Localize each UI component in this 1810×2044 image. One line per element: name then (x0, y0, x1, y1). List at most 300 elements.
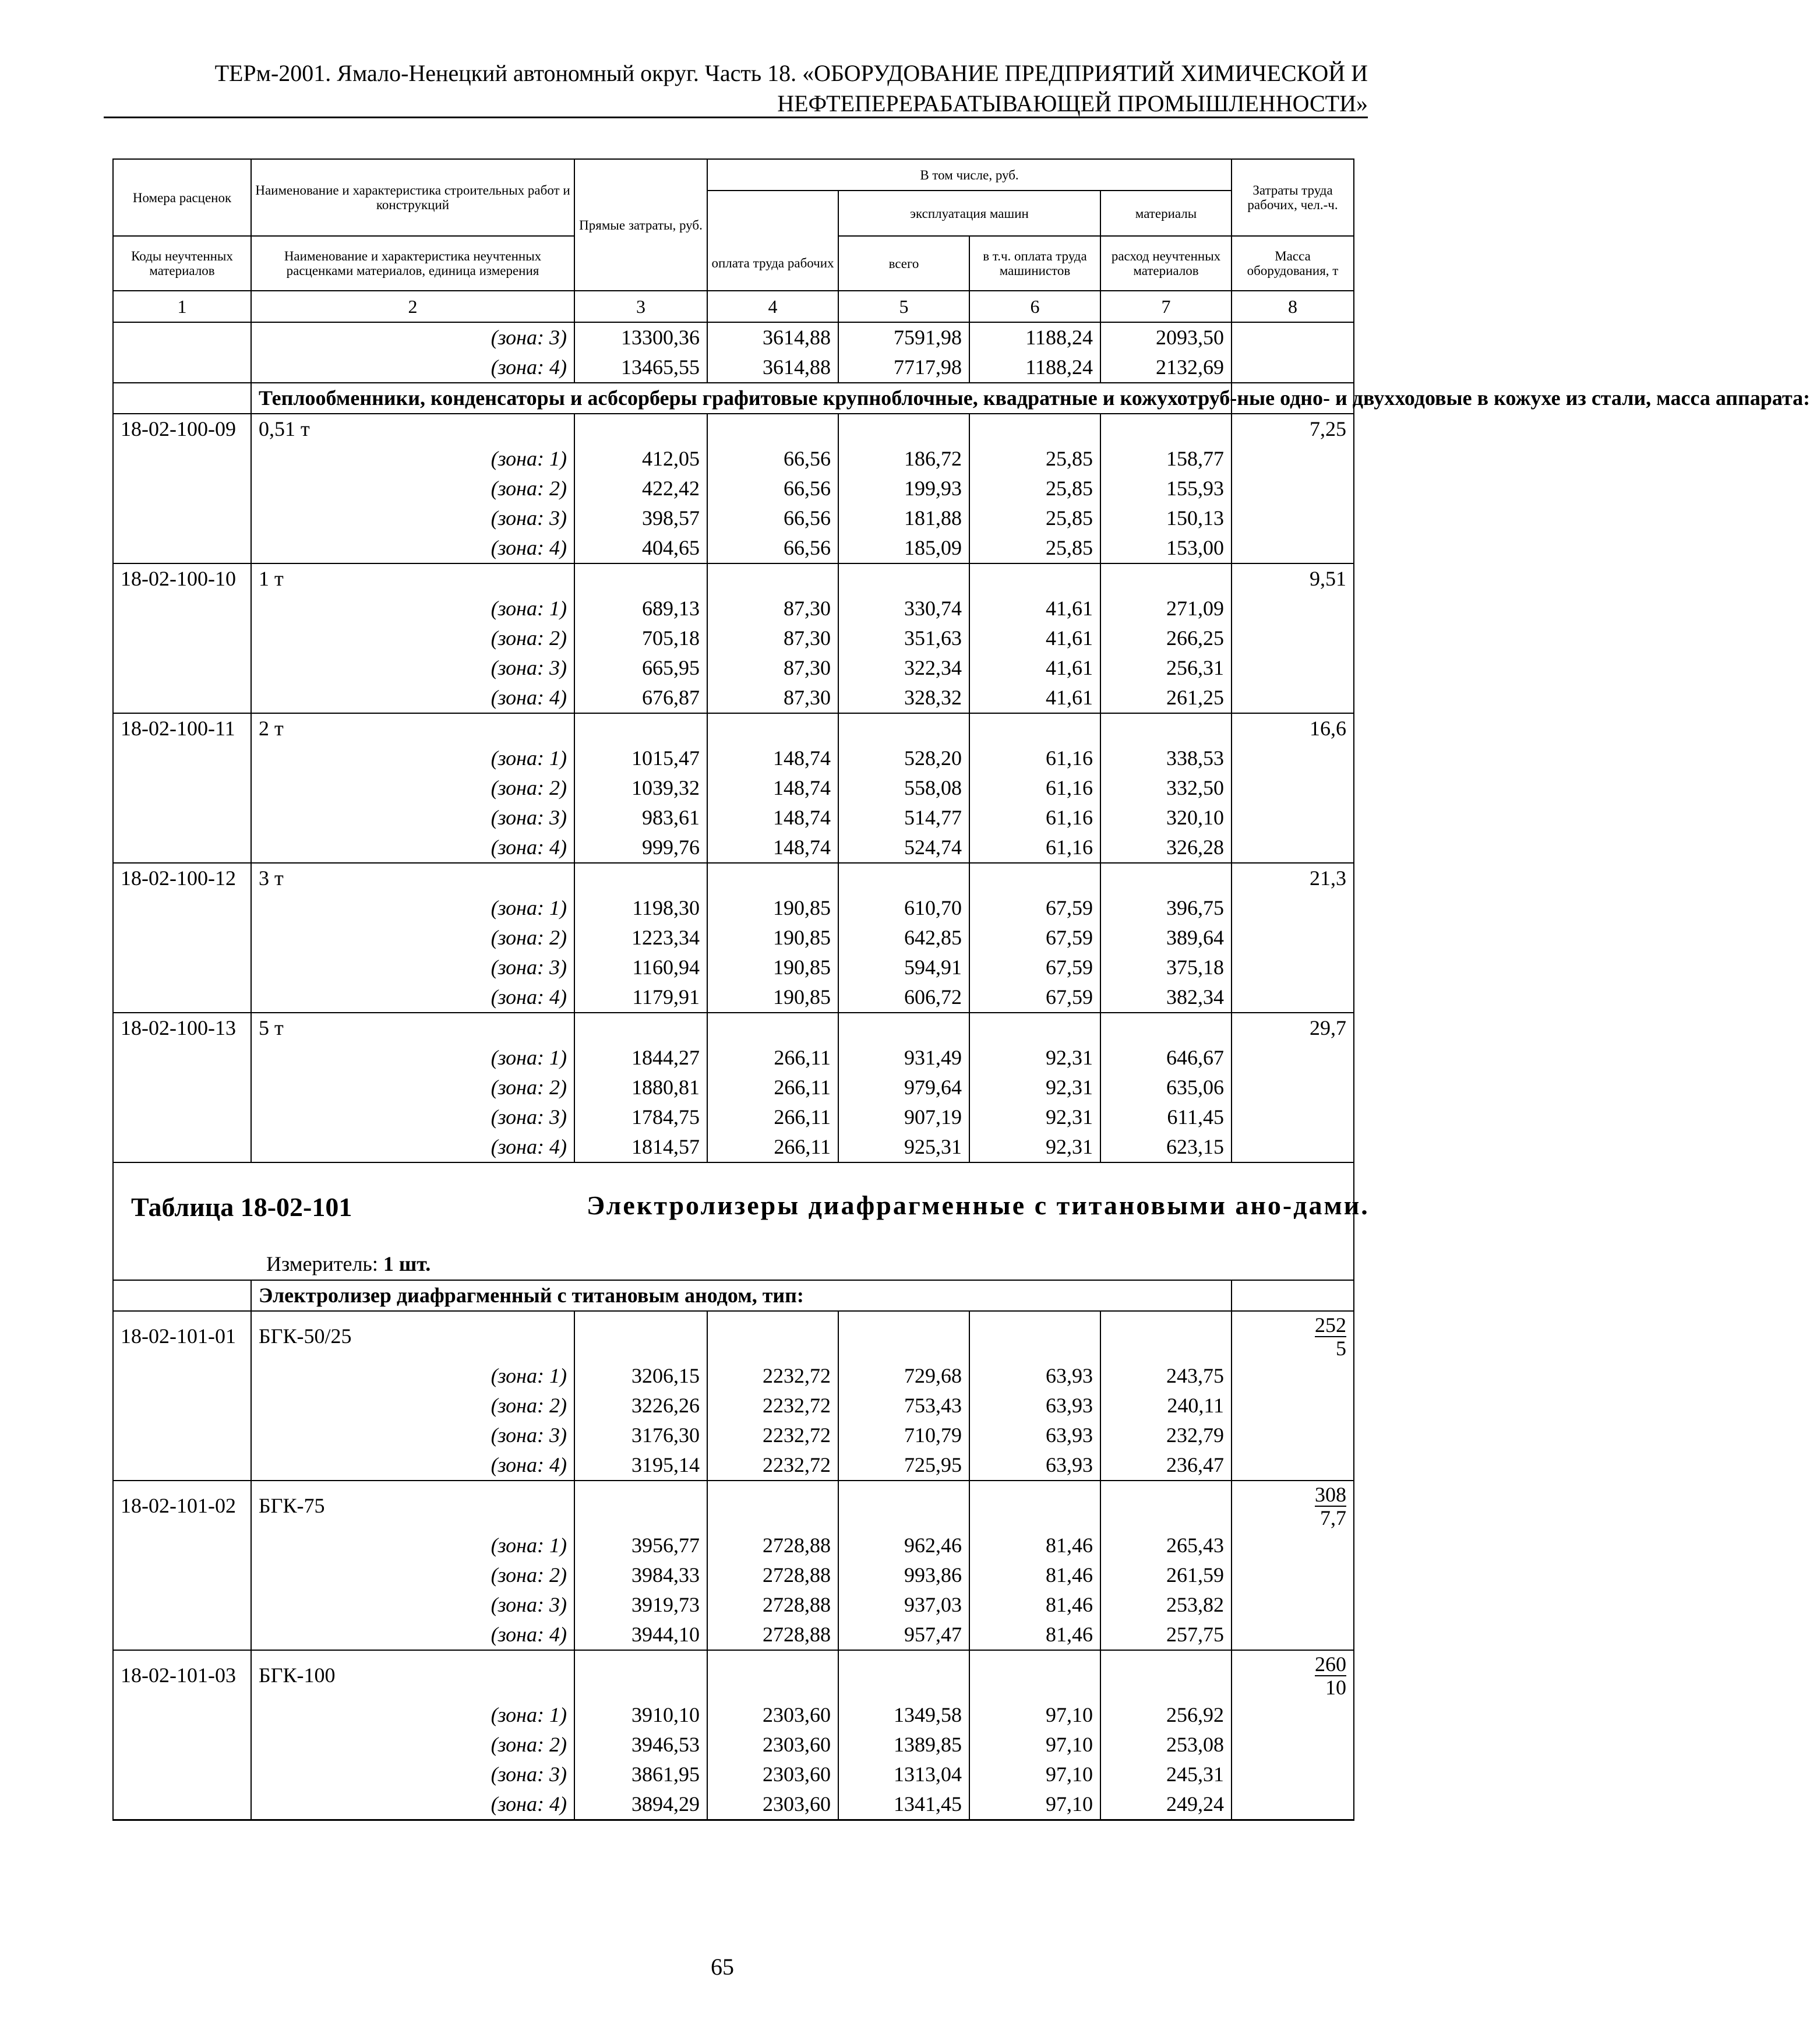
value-cell: 937,03 (838, 1590, 969, 1620)
measure (266, 1249, 431, 1279)
value-cell: 665,95 (574, 653, 707, 683)
value-cell: 705,18 (574, 623, 707, 653)
value-cell: 2303,60 (707, 1730, 838, 1760)
fraction (1315, 1653, 1346, 1698)
labor-cell (1232, 683, 1354, 713)
code-cell (113, 1700, 251, 1730)
zone-label: (зона: 1) (251, 1043, 574, 1073)
value-cell: 253,08 (1100, 1730, 1232, 1760)
value-cell: 97,10 (969, 1789, 1100, 1820)
zone-row (113, 1073, 1354, 1102)
labor-cell (1232, 1620, 1354, 1650)
value-cell: 3206,15 (574, 1361, 707, 1391)
section-code-cell (113, 1280, 251, 1311)
code-cell (113, 1590, 251, 1620)
empty-cell (969, 1013, 1100, 1043)
zone-label: (зона: 3) (251, 803, 574, 833)
labor-cell (1232, 533, 1354, 563)
value-cell: 2093,50 (1100, 322, 1232, 353)
item-code: 18-02-100-09 (113, 414, 251, 444)
zone-row (113, 1043, 1354, 1073)
value-cell: 245,31 (1100, 1760, 1232, 1789)
value-cell: 3861,95 (574, 1760, 707, 1789)
labor-cell (1232, 594, 1354, 623)
value-cell: 81,46 (969, 1590, 1100, 1620)
code-cell (113, 1450, 251, 1481)
value-cell: 253,82 (1100, 1590, 1232, 1620)
code-cell (113, 474, 251, 503)
value-cell: 61,16 (969, 803, 1100, 833)
zone-label: (зона: 1) (251, 1700, 574, 1730)
item-name: 5 т (251, 1013, 574, 1043)
value-cell: 266,11 (707, 1132, 838, 1162)
value-cell: 2303,60 (707, 1700, 838, 1730)
code-cell (113, 1620, 251, 1650)
value-cell: 3944,10 (574, 1620, 707, 1650)
value-cell: 326,28 (1100, 833, 1232, 863)
value-cell: 710,79 (838, 1421, 969, 1450)
empty-cell (838, 713, 969, 743)
value-cell: 1015,47 (574, 743, 707, 773)
labor-cell (1232, 1760, 1354, 1789)
value-cell: 1844,27 (574, 1043, 707, 1073)
measure-value: 1 шт. (383, 1252, 431, 1275)
value-cell: 266,25 (1100, 623, 1232, 653)
value-cell: 396,75 (1100, 893, 1232, 923)
code-cell (113, 1391, 251, 1421)
col-num-8: 8 (1232, 291, 1354, 322)
zone-row (113, 1421, 1354, 1450)
item-row (113, 1481, 1354, 1531)
zone-label: (зона: 4) (251, 533, 574, 563)
labor-cell (1232, 923, 1354, 953)
value-cell: 2728,88 (707, 1620, 838, 1650)
item-code: 18-02-101-03 (113, 1650, 251, 1700)
value-cell: 61,16 (969, 773, 1100, 803)
value-cell: 3919,73 (574, 1590, 707, 1620)
value-cell: 2132,69 (1100, 353, 1232, 383)
code-cell (113, 1073, 251, 1102)
table-number: Таблица 18-02-101 (131, 1192, 352, 1222)
zone-label: (зона: 2) (251, 623, 574, 653)
value-cell: 979,64 (838, 1073, 969, 1102)
value-cell: 606,72 (838, 982, 969, 1013)
value-cell: 957,47 (838, 1620, 969, 1650)
col-num-3: 3 (574, 291, 707, 322)
table-heading-row (113, 1162, 1354, 1280)
code-cell (113, 1132, 251, 1162)
value-cell: 689,13 (574, 594, 707, 623)
labor-cell (1232, 1560, 1354, 1590)
zone-label: (зона: 4) (251, 982, 574, 1013)
item-name: 3 т (251, 863, 574, 893)
zone-row (113, 1450, 1354, 1481)
value-cell: 2232,72 (707, 1391, 838, 1421)
labor-cell (1232, 833, 1354, 863)
value-cell: 2303,60 (707, 1760, 838, 1789)
code-cell (113, 653, 251, 683)
labor-value: 21,3 (1232, 863, 1354, 893)
value-cell: 150,13 (1100, 503, 1232, 533)
labor-cell (1232, 623, 1354, 653)
empty-cell (574, 863, 707, 893)
empty-cell (1100, 1481, 1232, 1531)
empty-cell (707, 1481, 838, 1531)
value-cell: 66,56 (707, 533, 838, 563)
value-cell: 931,49 (838, 1043, 969, 1073)
value-cell: 2232,72 (707, 1421, 838, 1450)
code-cell (113, 353, 251, 383)
head-wages-top (707, 191, 838, 236)
section-row (113, 383, 1354, 414)
zone-label: (зона: 3) (251, 1760, 574, 1789)
zone-row (113, 1590, 1354, 1620)
value-cell: 190,85 (707, 953, 838, 982)
value-cell: 61,16 (969, 833, 1100, 863)
value-cell: 66,56 (707, 474, 838, 503)
empty-cell (574, 1481, 707, 1531)
zone-label: (зона: 1) (251, 1531, 574, 1560)
labor-cell (1232, 322, 1354, 353)
value-cell: 3195,14 (574, 1450, 707, 1481)
labor-mass-fraction (1232, 1311, 1354, 1361)
value-cell: 257,75 (1100, 1620, 1232, 1650)
value-cell: 1198,30 (574, 893, 707, 923)
labor-cell (1232, 1700, 1354, 1730)
value-cell: 646,67 (1100, 1043, 1232, 1073)
labor-cell (1232, 1043, 1354, 1073)
labor-cell (1232, 444, 1354, 474)
empty-cell (838, 1481, 969, 1531)
zone-label: (зона: 3) (251, 322, 574, 353)
zone-label: (зона: 3) (251, 653, 574, 683)
value-cell: 3614,88 (707, 353, 838, 383)
value-cell: 67,59 (969, 923, 1100, 953)
value-cell: 330,74 (838, 594, 969, 623)
zone-row (113, 833, 1354, 863)
item-name: 1 т (251, 563, 574, 594)
zone-label: (зона: 3) (251, 1421, 574, 1450)
value-cell: 249,24 (1100, 1789, 1232, 1820)
price-table (112, 158, 1810, 1821)
zone-row (113, 353, 1354, 383)
zone-label: (зона: 1) (251, 743, 574, 773)
value-cell: 1341,45 (838, 1789, 969, 1820)
empty-cell (707, 863, 838, 893)
item-row (113, 563, 1354, 594)
zone-row (113, 1760, 1354, 1789)
value-cell: 261,59 (1100, 1560, 1232, 1590)
value-cell: 87,30 (707, 594, 838, 623)
empty-cell (707, 1650, 838, 1700)
value-cell: 422,42 (574, 474, 707, 503)
item-row (113, 863, 1354, 893)
value-cell: 199,93 (838, 474, 969, 503)
zone-row (113, 474, 1354, 503)
head-mass: Масса оборудования, т (1232, 236, 1354, 291)
empty-cell (574, 1013, 707, 1043)
zone-label: (зона: 1) (251, 594, 574, 623)
labor-value: 29,7 (1232, 1013, 1354, 1043)
head-in-total: В том числе, руб. (707, 159, 1232, 191)
zone-row (113, 1361, 1354, 1391)
empty-cell (707, 713, 838, 743)
value-cell: 158,77 (1100, 444, 1232, 474)
empty-cell (707, 563, 838, 594)
value-cell: 7591,98 (838, 322, 969, 353)
code-cell (113, 503, 251, 533)
value-cell: 1179,91 (574, 982, 707, 1013)
zone-row (113, 1730, 1354, 1760)
value-cell: 240,11 (1100, 1391, 1232, 1421)
empty-cell (1100, 863, 1232, 893)
value-cell: 3226,26 (574, 1391, 707, 1421)
zone-row (113, 773, 1354, 803)
zone-row (113, 1132, 1354, 1162)
zone-row (113, 653, 1354, 683)
head-codes-mat: Коды неучтенных материалов (113, 236, 251, 291)
value-cell: 398,57 (574, 503, 707, 533)
value-cell: 66,56 (707, 444, 838, 474)
code-cell (113, 322, 251, 353)
zone-row (113, 893, 1354, 923)
value-cell: 676,87 (574, 683, 707, 713)
empty-cell (574, 414, 707, 444)
value-cell: 1160,94 (574, 953, 707, 982)
value-cell: 2232,72 (707, 1361, 838, 1391)
table-title: Электролизеры диафрагменные с титановыми ано-дами. (587, 1190, 1370, 1220)
zone-label: (зона: 4) (251, 833, 574, 863)
code-cell (113, 893, 251, 923)
zone-row (113, 953, 1354, 982)
zone-label: (зона: 4) (251, 353, 574, 383)
value-cell: 7717,98 (838, 353, 969, 383)
value-cell: 382,34 (1100, 982, 1232, 1013)
value-cell: 87,30 (707, 653, 838, 683)
labor-cell (1232, 893, 1354, 923)
zone-label: (зона: 3) (251, 953, 574, 982)
labor-cell (1232, 1132, 1354, 1162)
value-cell: 2303,60 (707, 1789, 838, 1820)
zone-label: (зона: 3) (251, 1590, 574, 1620)
labor-cell (1232, 1450, 1354, 1481)
value-cell: 63,93 (969, 1391, 1100, 1421)
value-cell: 1814,57 (574, 1132, 707, 1162)
empty-cell (969, 1311, 1100, 1361)
value-cell: 3176,30 (574, 1421, 707, 1450)
code-cell (113, 623, 251, 653)
code-cell (113, 1760, 251, 1789)
zone-row (113, 1700, 1354, 1730)
value-cell: 25,85 (969, 444, 1100, 474)
col-num-7: 7 (1100, 291, 1232, 322)
code-cell (113, 1789, 251, 1820)
item-code: 18-02-100-11 (113, 713, 251, 743)
item-row (113, 414, 1354, 444)
empty-cell (707, 1311, 838, 1361)
value-cell: 2728,88 (707, 1531, 838, 1560)
code-cell (113, 594, 251, 623)
table-heading (121, 1163, 1370, 1280)
value-cell: 61,16 (969, 743, 1100, 773)
empty-cell (969, 563, 1100, 594)
fraction (1315, 1483, 1346, 1529)
zone-label: (зона: 2) (251, 1391, 574, 1421)
empty-cell (969, 713, 1100, 743)
value-cell: 148,74 (707, 773, 838, 803)
head-machines: эксплуатация машин (838, 191, 1100, 236)
item-code: 18-02-101-02 (113, 1481, 251, 1531)
labor-cell (1232, 653, 1354, 683)
value-cell: 3946,53 (574, 1730, 707, 1760)
value-cell: 87,30 (707, 623, 838, 653)
item-code: 18-02-100-12 (113, 863, 251, 893)
empty-cell (838, 563, 969, 594)
code-cell (113, 444, 251, 474)
value-cell: 351,63 (838, 623, 969, 653)
labor-value: 16,6 (1232, 713, 1354, 743)
value-cell: 999,76 (574, 833, 707, 863)
code-cell (113, 923, 251, 953)
value-cell: 266,11 (707, 1043, 838, 1073)
labor-cell (1232, 773, 1354, 803)
empty-cell (1100, 1013, 1232, 1043)
zone-row (113, 1391, 1354, 1421)
zone-row (113, 683, 1354, 713)
labor-value: 7,25 (1232, 414, 1354, 444)
empty-cell (707, 1013, 838, 1043)
value-cell: 1389,85 (838, 1730, 969, 1760)
value-cell: 155,93 (1100, 474, 1232, 503)
value-cell: 925,31 (838, 1132, 969, 1162)
zone-row (113, 623, 1354, 653)
value-cell: 81,46 (969, 1560, 1100, 1590)
zone-label: (зона: 4) (251, 1132, 574, 1162)
code-cell (113, 533, 251, 563)
value-cell: 67,59 (969, 982, 1100, 1013)
code-cell (113, 1043, 251, 1073)
section-row (113, 1280, 1354, 1311)
section-title: Электролизер диафрагменный с титановым анодом, тип: (251, 1280, 1232, 1311)
zone-label: (зона: 4) (251, 1450, 574, 1481)
value-cell: 148,74 (707, 743, 838, 773)
zone-label: (зона: 1) (251, 893, 574, 923)
zone-row (113, 1531, 1354, 1560)
value-cell: 635,06 (1100, 1073, 1232, 1102)
fraction (1315, 1314, 1346, 1359)
value-cell: 1188,24 (969, 322, 1100, 353)
value-cell: 1188,24 (969, 353, 1100, 383)
empty-cell (1100, 414, 1232, 444)
value-cell: 25,85 (969, 474, 1100, 503)
value-cell: 610,70 (838, 893, 969, 923)
head-labor: Затраты труда рабочих, чел.-ч. (1232, 159, 1354, 236)
value-cell: 97,10 (969, 1700, 1100, 1730)
zone-label: (зона: 2) (251, 923, 574, 953)
value-cell: 153,00 (1100, 533, 1232, 563)
value-cell: 92,31 (969, 1043, 1100, 1073)
value-cell: 92,31 (969, 1132, 1100, 1162)
value-cell: 266,11 (707, 1102, 838, 1132)
zone-row (113, 444, 1354, 474)
item-name: БГК-100 (251, 1650, 574, 1700)
value-cell: 412,05 (574, 444, 707, 474)
empty-cell (838, 414, 969, 444)
labor-cell (1232, 1730, 1354, 1760)
labor-cell (1232, 1073, 1354, 1102)
head-code: Номера расценок (113, 159, 251, 236)
zone-row (113, 533, 1354, 563)
head-name-mat: Наименование и характеристика неучтенных расценками материалов, единица измерения (251, 236, 574, 291)
code-cell (113, 1361, 251, 1391)
empty-cell (969, 414, 1100, 444)
value-cell: 256,31 (1100, 653, 1232, 683)
empty-cell (574, 1311, 707, 1361)
zone-row (113, 923, 1354, 953)
item-row (113, 1311, 1354, 1361)
code-cell (113, 773, 251, 803)
value-cell: 3614,88 (707, 322, 838, 353)
zone-label: (зона: 4) (251, 683, 574, 713)
value-cell: 25,85 (969, 533, 1100, 563)
labor-mass-fraction (1232, 1650, 1354, 1700)
value-cell: 148,74 (707, 803, 838, 833)
value-cell: 181,88 (838, 503, 969, 533)
code-cell (113, 1421, 251, 1450)
code-cell (113, 683, 251, 713)
value-cell: 983,61 (574, 803, 707, 833)
zone-label: (зона: 4) (251, 1789, 574, 1820)
empty-cell (574, 1650, 707, 1700)
labor-value: 252 (1315, 1313, 1347, 1337)
mass-value: 10 (1325, 1675, 1347, 1699)
labor-value: 260 (1315, 1652, 1347, 1676)
item-code: 18-02-100-13 (113, 1013, 251, 1043)
measure-label: Измеритель: (266, 1252, 378, 1275)
mass-value: 7,7 (1320, 1506, 1347, 1530)
value-cell: 185,09 (838, 533, 969, 563)
zone-row (113, 1620, 1354, 1650)
zone-label: (зона: 1) (251, 1361, 574, 1391)
code-cell (113, 1730, 251, 1760)
value-cell: 265,43 (1100, 1531, 1232, 1560)
labor-cell (1232, 1789, 1354, 1820)
labor-cell (1232, 982, 1354, 1013)
value-cell: 404,65 (574, 533, 707, 563)
code-cell (113, 1560, 251, 1590)
value-cell: 328,32 (838, 683, 969, 713)
value-cell: 1039,32 (574, 773, 707, 803)
value-cell: 81,46 (969, 1531, 1100, 1560)
value-cell: 1349,58 (838, 1700, 969, 1730)
value-cell: 558,08 (838, 773, 969, 803)
head-direct: Прямые затраты, руб. (574, 159, 707, 291)
value-cell: 338,53 (1100, 743, 1232, 773)
labor-cell (1232, 353, 1354, 383)
value-cell: 13300,36 (574, 322, 707, 353)
labor-cell (1232, 1102, 1354, 1132)
col-num-4: 4 (707, 291, 838, 322)
value-cell: 528,20 (838, 743, 969, 773)
value-cell: 67,59 (969, 893, 1100, 923)
value-cell: 41,61 (969, 683, 1100, 713)
empty-cell (969, 1650, 1100, 1700)
value-cell: 2232,72 (707, 1450, 838, 1481)
zone-row (113, 503, 1354, 533)
value-cell: 514,77 (838, 803, 969, 833)
value-cell: 271,09 (1100, 594, 1232, 623)
item-name: БГК-75 (251, 1481, 574, 1531)
